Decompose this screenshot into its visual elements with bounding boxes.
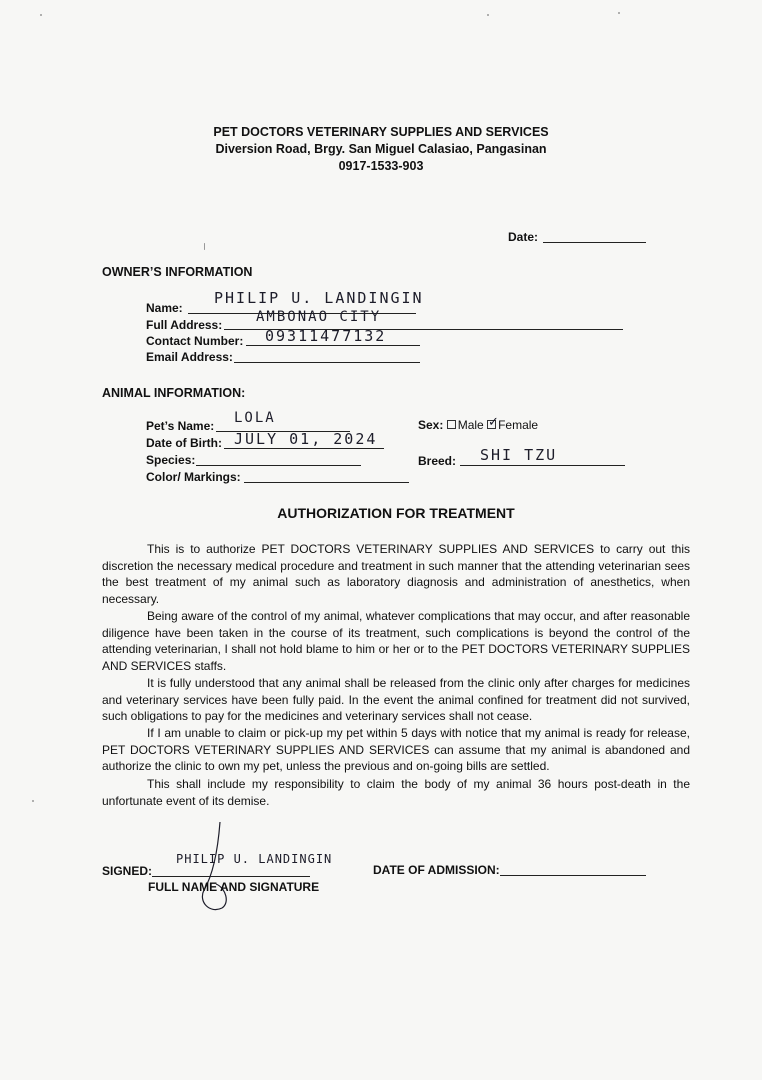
male-checkbox[interactable] xyxy=(447,420,456,429)
breed-label: Breed: xyxy=(418,454,457,468)
breed-line xyxy=(460,465,625,466)
signature-scribble-icon xyxy=(190,818,260,918)
color-markings-label: Color/ Markings: xyxy=(146,470,241,484)
business-address: Diversion Road, Brgy. San Miguel Calasiao, Pangasinan xyxy=(215,142,547,156)
scan-speck xyxy=(32,800,34,802)
owner-email-line[interactable] xyxy=(234,362,420,363)
female-check-mark: ✓ xyxy=(488,415,499,430)
species-line[interactable] xyxy=(196,465,361,466)
scan-speck xyxy=(487,14,489,16)
signed-name-value[interactable]: PHILIP U. LANDINGIN xyxy=(176,852,333,866)
authorization-paragraph-5: This shall include my responsibility to claim the body of my animal 36 hours post-death in the unfortunate event of its demise. xyxy=(102,777,690,808)
species-label: Species: xyxy=(146,453,196,467)
pet-name-value[interactable]: LOLA xyxy=(234,410,276,426)
owner-address-value[interactable]: AMBONAO CITY xyxy=(256,309,382,325)
authorization-paragraph-1: This is to authorize PET DOCTORS VETERINARY SUPPLIES AND SERVICES to carry out this discretion the necessary medical procedure and treatment in such manner that the attending veterinarian sees the best treatment of my animal such as laboratory diagnosis and administration of anesthetics, when necessary. xyxy=(102,542,690,606)
admission-date-line[interactable] xyxy=(500,875,646,876)
owner-name-value[interactable]: PHILIP U. LANDINGIN xyxy=(214,289,424,307)
signed-label: SIGNED: xyxy=(102,864,153,878)
dob-label: Date of Birth: xyxy=(146,436,222,450)
owner-section-title: OWNER’S INFORMATION xyxy=(102,265,253,279)
dob-value[interactable]: JULY 01, 2024 xyxy=(234,430,378,448)
sex-label: Sex: xyxy=(418,418,444,432)
authorization-title: AUTHORIZATION FOR TREATMENT xyxy=(277,505,515,521)
pet-name-label: Pet’s Name: xyxy=(146,419,215,433)
business-name: PET DOCTORS VETERINARY SUPPLIES AND SERVICES xyxy=(213,125,549,139)
authorization-paragraph-2: Being aware of the control of my animal, whatever complications that may occur, and after reasonable diligence have been taken in the course of its treatment, such complications is beyond the control of the attending veterinarian, I shall not hold blame to him or her or to the PET DOCTORS VETERINARY SUPPLIES AND SERVICES staffs. xyxy=(102,609,690,673)
male-option-label: Male xyxy=(457,418,484,432)
breed-value[interactable]: SHI TZU xyxy=(480,446,558,464)
scan-speck xyxy=(40,14,42,16)
date-label: Date: xyxy=(508,230,539,244)
signature-caption: FULL NAME AND SIGNATURE xyxy=(148,880,320,894)
authorization-paragraph-3: It is fully understood that any animal shall be released from the clinic only after charges for medicines and veterinary services have been fully paid. In the event the animal confined for treatment did not survived, such obligations to pay for the medicines and veterinary services shall not cease. xyxy=(102,676,690,724)
owner-email-label: Email Address: xyxy=(146,350,233,364)
dob-line xyxy=(224,448,384,449)
business-phone: 0917-1533-903 xyxy=(338,159,424,173)
date-field-line[interactable] xyxy=(543,242,646,243)
animal-section-title: ANIMAL INFORMATION: xyxy=(102,386,246,400)
scan-speck xyxy=(204,243,205,250)
sex-field xyxy=(418,418,538,432)
scan-speck xyxy=(618,12,620,14)
owner-contact-line xyxy=(246,345,420,346)
color-markings-line[interactable] xyxy=(244,482,409,483)
owner-contact-value[interactable]: 09311477132 xyxy=(265,327,387,345)
authorization-paragraph-4: If I am unable to claim or pick-up my pet within 5 days with notice that my animal is ready for release, PET DOCTORS VETERINARY SUPPLIES AND SERVICES can assume that my animal is abandoned and authorize the clinic to own my pet, unless the previous and on-going bills are settled. xyxy=(102,726,690,774)
admission-date-label: DATE OF ADMISSION: xyxy=(373,863,500,877)
owner-address-label: Full Address: xyxy=(146,318,223,332)
owner-name-label: Name: xyxy=(146,301,183,315)
female-option-label: Female xyxy=(498,418,539,432)
owner-contact-label: Contact Number: xyxy=(146,334,244,348)
